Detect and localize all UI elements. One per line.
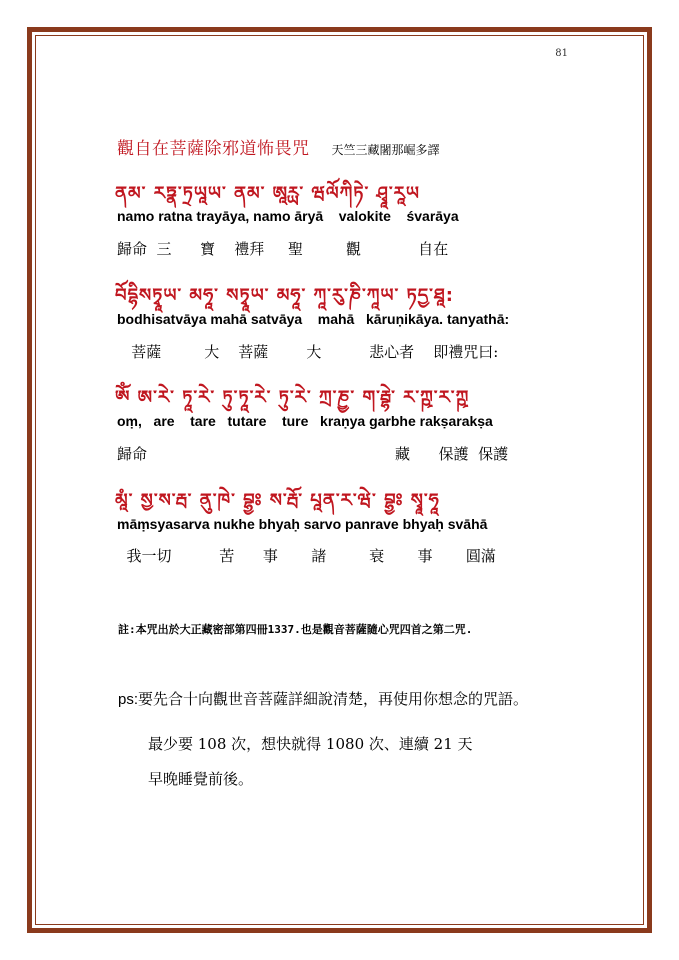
page-border-inner xyxy=(35,35,644,925)
romanization-line-1: namo ratna trayāya, namo āryā valokite śvarāya xyxy=(117,208,459,224)
sutra-title: 觀自在菩薩除邪道怖畏咒 xyxy=(117,139,310,159)
source-note: 註:本咒出於大正藏密部第四冊1337.也是觀音菩薩隨心咒四首之第二咒. xyxy=(118,623,473,636)
ps-intro: ps:要先合十向觀世音菩薩詳細說清楚，再使用你想念的咒語。 xyxy=(118,691,529,708)
translator-credit: 天竺三藏闍那崛多譯 xyxy=(331,143,440,157)
gloss-line-4: 我一切 苦 事 諸 衰 事 圓滿 xyxy=(117,547,496,565)
romanization-line-4: māṃsyasarva nukhe bhyaḥ sarvo panrave bhyaḥ svāhā xyxy=(117,516,488,532)
gloss-line-3: 歸命 藏 保護 保護 xyxy=(117,445,509,463)
gloss-line-2: 菩薩 大 菩薩 大 悲心者 即禮咒曰: xyxy=(117,343,499,361)
title-row xyxy=(117,134,440,159)
ps-line-2: 早晚睡覺前後。 xyxy=(148,770,254,788)
romanization-line-2: bodhisatvāya mahā satvāya mahā kāruṇikāya. tanyathā: xyxy=(117,311,510,327)
gloss-line-1: 歸命 三 寶 禮拜 聖 觀 自在 xyxy=(117,240,449,258)
siddham-line-4: མཱཾ་ སྱ་ས་རྦ་ ནུ་ཁེ་ བྷྱཿ ས་རྦོ་ པཱན་ར་ཝེ་ བྷྱཿ སྭཱ་ཧཱ xyxy=(115,490,440,511)
siddham-line-3: ཨོཾ ཨ་རེ་ ཏཱ་རེ་ ཏུ་ཏཱ་རེ་ ཏུ་རེ་ ཀྲ་ཎྱ་ ག་རྦྷེ་ ར་ཀྵ་ར་ཀྵ xyxy=(115,387,470,408)
ps-line-1: 最少要 108 次，想快就得 1080 次、連續 21 天 xyxy=(148,735,473,753)
romanization-line-3: oṃ, are tare tutare ture kraṇya garbhe rakṣarakṣa xyxy=(117,413,493,429)
siddham-line-2: བོདྷིསཏྭཱཡ་ མཧཱ་ སཏྭཱཡ་ མཧཱ་ ཀཱ་རུ་ཎི་ཀཱཡ་ ཏདྱ་ཐཱ: xyxy=(115,285,454,306)
page-number: 81 xyxy=(555,48,568,59)
siddham-line-1: ནམ་ རཏྣ་ཏྲཡཱཡ་ ནམ་ ཨཱཪྻ་ ཝལོཀིཏེ་ ཤྭཱ་རཱཡ xyxy=(115,183,420,204)
